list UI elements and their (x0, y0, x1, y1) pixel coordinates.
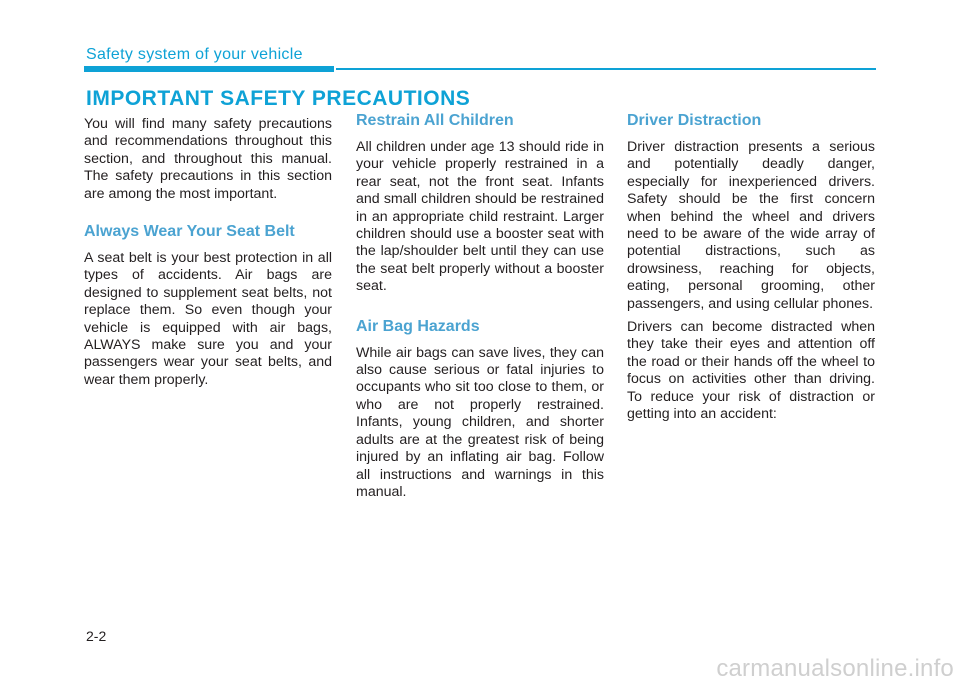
driver-distraction-paragraph-2: Drivers can become distracted when they take their eyes and attention off the road or their hands off the wheel to focus on activities other than driving. To reduce your risk of distraction or getting into an accident: (627, 319, 875, 423)
header-rule-thick (84, 66, 334, 72)
seat-belt-heading: Always Wear Your Seat Belt (84, 223, 295, 241)
column-3 (627, 108, 875, 430)
watermark: carmanualsonline.info (716, 655, 954, 682)
restrain-children-paragraph: All children under age 13 should ride in your vehicle properly restrained in a rear seat, not the front seat. Infants and small children should be restrained in an appropriate child restraint. Larger children should use a booster seat with the lap/shoulder belt until they can use the seat belt properly without a booster seat. (356, 139, 604, 295)
header-rule-thin (336, 68, 876, 70)
column-2 (356, 108, 604, 507)
driver-distraction-heading: Driver Distraction (627, 112, 762, 129)
page-title: IMPORTANT SAFETY PRECAUTIONS (86, 87, 471, 110)
restrain-children-heading: Restrain All Children (356, 112, 514, 129)
column-1 (84, 116, 332, 395)
seat-belt-paragraph: A seat belt is your best protection in all types of accidents. Air bags are designed to supplement seat belts, not replace them. So even though your vehicle is equipped with air bags, ALWAYS make sure you and your passengers wear your seat belts, and wear them properly. (84, 250, 332, 388)
driver-distraction-paragraph-1: Driver distraction presents a serious and potentially deadly danger, especially for inexperienced drivers. Safety should be the first concern when behind the wheel and drivers need to be aware of the wide array of potential distractions, such as drowsiness, reaching for objects, eating, personal grooming, other passengers, and using cellular phones. (627, 139, 875, 312)
air-bag-hazards-heading: Air Bag Hazards (356, 317, 480, 335)
page-number: 2-2 (86, 628, 107, 644)
section-header: Safety system of your vehicle (86, 46, 303, 63)
air-bag-hazards-paragraph: While air bags can save lives, they can also cause serious or fatal injuries to occupants who sit too close to them, or who are not properly restrained. Infants, young children, and shorter adults are at the greatest risk of being injured by an inflating air bag. Follow all instructions and warnings in this manual. (356, 344, 604, 500)
intro-paragraph: You will find many safety precautions and recommendations throughout this section, and throughout this manual. The safety precautions in this section are among the most important. (84, 116, 332, 202)
